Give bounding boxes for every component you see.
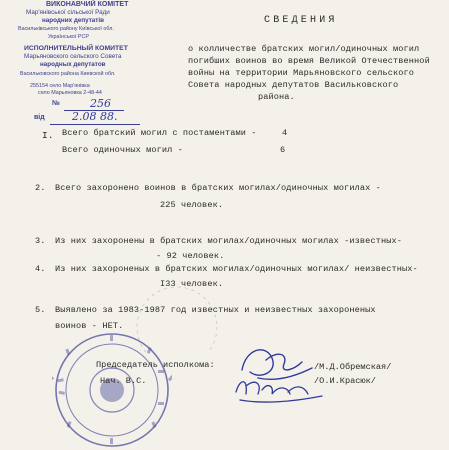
stamp-date-value: 2.08 88. — [72, 110, 118, 123]
header-line-1: о колличестве братских могил/одиночных могил — [188, 44, 420, 54]
header-line-5: района. — [258, 92, 295, 102]
item-1-value-2: 6 — [280, 145, 286, 155]
stamp-line-5: Української РСР — [48, 34, 89, 40]
stamp-number-label: № — [52, 100, 60, 107]
stamp-line-6: ИСПОЛНИТЕЛЬНЫЙ КОМИТЕТ — [24, 45, 128, 52]
item-1-line-1: Всего братский могил с постаментами - — [62, 128, 257, 138]
stamp-number-value: 256 — [90, 97, 111, 110]
item-1-number: I. — [42, 130, 54, 141]
signature-role-2: Нач. В.С. — [100, 376, 147, 386]
stamp-line-8: народных депутатов — [40, 61, 106, 68]
signature-name-2: /О.И.Красюк/ — [314, 376, 376, 386]
item-5-line-1: Выявлено за 1983-1987 год известных и неизвестных захороненых — [55, 305, 376, 315]
document-title: СВЕДЕНИЯ — [264, 15, 338, 26]
stamp-line-7: Марьяновского сельского Совета — [24, 53, 122, 60]
stamp-date-underline — [50, 124, 140, 125]
faint-seal-trace — [132, 282, 222, 352]
item-4-line-2: I33 человек. — [160, 279, 224, 289]
stamp-line-4: Васильківського району Київської обл. — [18, 26, 114, 32]
item-2-number: 2. — [35, 183, 46, 193]
signature-name-1: /М.Д.Обремская/ — [314, 362, 392, 372]
signature-role-1: Председатель исполкома: — [96, 360, 215, 370]
item-4-line-1: Из них захороненых в братских могилах/одиночных могилах/ неизвестных- — [55, 264, 418, 274]
item-1-line-2: Всего одиночных могил - — [62, 145, 183, 155]
header-line-4: Совета народных депутатов Васильковского — [188, 80, 399, 90]
item-2-line-2: 225 человек. — [160, 200, 224, 210]
header-line-2: погибших воинов во время Великой Отечественной — [188, 56, 430, 66]
item-5-line-2: воинов - НЕТ. — [55, 321, 124, 331]
item-2-line-1: Всего захоронено воинов в братских могилах/одиночных могилах - — [55, 183, 381, 193]
stamp-line-10: 255154 село Мар'янівка — [30, 83, 90, 89]
stamp-date-label: від — [34, 114, 45, 121]
header-line-3: войны на территории Марьяновского сельского — [188, 68, 415, 78]
stamp-line-3: народних депутатів — [42, 17, 105, 24]
item-3-line-1: Из них захоронены в братских могилах/одиночных могилах -известных- — [55, 236, 402, 246]
item-3-number: 3. — [35, 236, 46, 246]
stamp-line-2: Мар'янівської сільської Ради — [26, 9, 110, 16]
item-1-value-1: 4 — [282, 128, 288, 138]
item-5-number: 5. — [35, 305, 46, 315]
stamp-line-11: село Марьяновка 2-48-44 — [38, 90, 102, 96]
stamp-line-9: Васильковского района Киевской обл. — [20, 71, 116, 77]
item-4-number: 4. — [35, 264, 46, 274]
stamp-line-1: ВИКОНАВЧИЙ КОМІТЕТ — [46, 1, 129, 8]
item-3-line-2: - 92 человек. — [156, 251, 225, 261]
